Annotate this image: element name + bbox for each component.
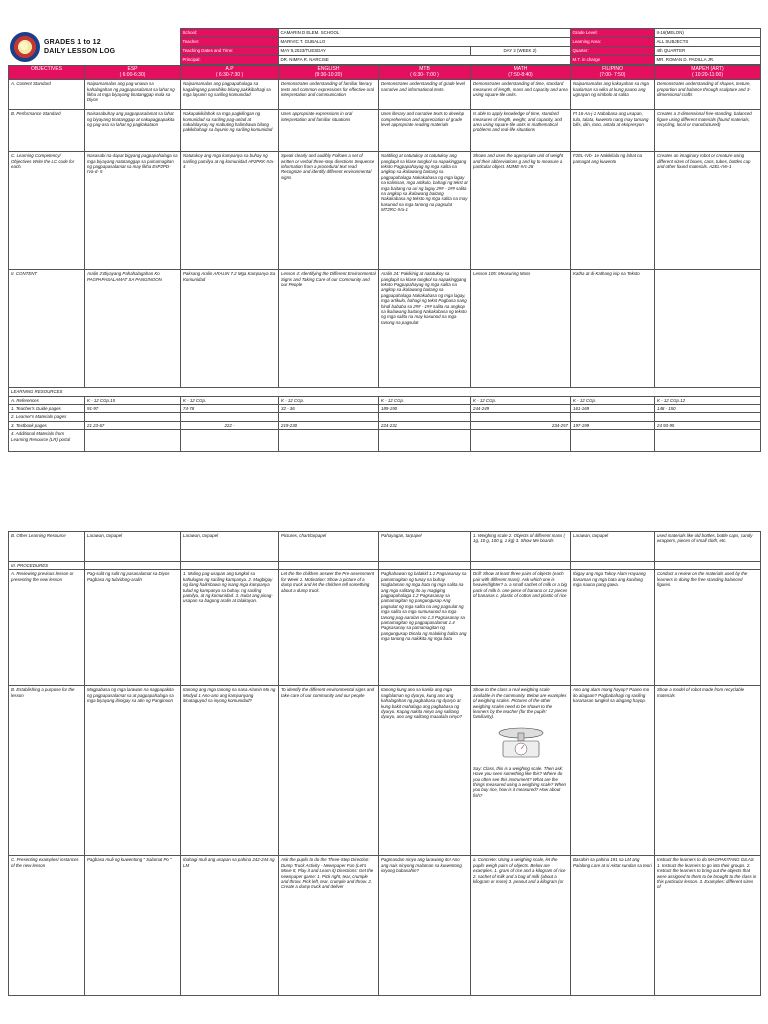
weighing-scale-image <box>491 723 551 763</box>
cell: Magpabasa ng mga larawan na nagpapakita ng pagpapasalamat sa at pagpapahalaga sa mga biyayang ibinigay sa atin ng Panginoon <box>85 686 181 856</box>
cell: Lesson 105: Measuring Mass <box>471 270 571 388</box>
cell: Shows and uses the appropriate unit of weight and their abbreviations g and kg to measure a particular object. M2ME-IVc-28 <box>471 152 571 270</box>
cell: 1. Weighing scale 2. Objects of different mass ( 1g, 10 g, 100 g, 1 kg) 3. Show Me boards <box>471 532 571 562</box>
row-label: B. Other Learning Resource <box>9 532 85 562</box>
mt-in-charge-value: MR. ROMAN D. PADILLA JR. <box>654 56 760 65</box>
quarter-value: 4th QUARTER <box>654 47 760 56</box>
cell: Conduct a review on the materials used by the learners in doing the free standing balanced figures. <box>655 570 761 686</box>
cell: Paksang Aralin ARALIN 7.2 Mga Kampanya Sa Komunidad <box>181 270 279 388</box>
cell <box>471 413 571 421</box>
teacher-value: MARIVIC T. GUBALLO <box>278 38 570 47</box>
cell: Naipamamalas ang pagpapahalaga sa kagalingang pansibiko bilang pakikibahagi sa mga layunin ng sariling komunidad <box>181 80 279 110</box>
cell <box>181 430 279 452</box>
subjects-header-row <box>9 66 761 80</box>
cell: Lesson 4: Identifying the Different Environmental Signs and Taking Care of our Community and our People <box>279 270 379 388</box>
deped-seal-icon <box>10 32 40 62</box>
subject-mtb: MTB ( 6:30- 7:00 ) <box>379 66 471 80</box>
lesson-log-page-2 <box>8 531 760 996</box>
subject-english: ENGLISH (9:30-10:20) <box>279 66 379 80</box>
cell <box>85 562 181 570</box>
cell <box>379 413 471 421</box>
cell: Ano ang alam mong hayop? Paano mo ito alagaan? Pagbabahagi ng sariling karanasan tungkol sa alagang hayop. <box>571 686 655 856</box>
quarter-label: Quarter: <box>570 47 654 56</box>
purpose-row <box>9 686 761 856</box>
cell: 32 - 36 <box>279 405 379 413</box>
cell: Uses appropriate expressions in oral interpretation and familiar situations <box>279 110 379 152</box>
teachers-guide-row <box>9 405 761 413</box>
school-value: CAMARIN D ELEM. SCHOOL <box>278 29 570 38</box>
cell <box>471 430 571 452</box>
cell: Aralin 2:Biyayang Pahahalagahan Ko PAGPAPASALAMAT SA PANGINOON <box>85 270 181 388</box>
cell: 74-78 <box>181 405 279 413</box>
cell: Larawan, tarpapel <box>181 532 279 562</box>
cell: 24 93-95 <box>655 421 761 429</box>
cell: 222 - <box>181 421 279 429</box>
learning-area-value: ALL SUBJECTS <box>654 38 760 47</box>
subject-ap: A.P ( 6:30-7:30 ) <box>181 66 279 80</box>
references-row <box>9 396 761 404</box>
row-label: 4. Additional Materials from Learning Resource (LR) portal <box>9 430 85 452</box>
cell: F2EL-IVb- 1e Nakikilala ng lahat na pamagat ang kuwento <box>571 152 655 270</box>
cell <box>379 562 471 570</box>
cell: K - 12 CGp. <box>279 396 379 404</box>
cell: Nasasabi na dapat bigyang pagpapahalaga sa mga biyayang natatanggap sa pamamagitan ng pagpapasalamat sa may likha EsP2PD-IVa-d- 5 <box>85 152 181 270</box>
cell: 244-249 <box>471 405 571 413</box>
principal-label: Principal: <box>180 56 278 65</box>
cell: Pagmasdan ninyo ang larawang ito! Ano ang nais ninyong malaman sa kuwentong iniyong babasahin? <box>379 856 471 996</box>
cell: 91-97 <box>85 405 181 413</box>
cell: 224-231 <box>379 421 471 429</box>
cell: K - 12 CGp. <box>471 396 571 404</box>
cell: Ft 16-Aa-j-1 Nababasa ang usapan, tula, talata, kuwento nang may tamang bilis, diin, tono, antala at ekspresyon <box>571 110 655 152</box>
school-label: School: <box>180 29 278 38</box>
subject-esp: ESP ( 6:00-6:30) <box>85 66 181 80</box>
cell: Let the the children answer the Pre-assessment for Week 1. Motivation: Show a picture of a dump truck and let the children tell something about a dump truck. <box>279 570 379 686</box>
cell: Creates an imaginary robot or creature using different sizes of boxes, cans, tubes, bottles cap and other found materials. A2EL-IVe-1 <box>655 152 761 270</box>
cell: Katha at di-Kathang isip na Teksto <box>571 270 655 388</box>
learners-materials-row <box>9 413 761 421</box>
cell-text: Show to the class a real weighing scale available in the community. Below are examples of weighing scales. Pictures of the other weighing scales need to be shown to the learners by the teacher (for the pupils' familiarity). <box>473 687 567 720</box>
principal-value: DR. NIMFA R. NARCISE <box>278 56 570 65</box>
cell: K - 12 CGp. <box>571 396 655 404</box>
row-label: II. CONTENT <box>9 270 85 388</box>
row-label: B. Performance Standard <box>9 110 85 152</box>
cell: 219-230 <box>279 421 379 429</box>
cell: 1. Muling pag-usapan ang tungkol sa kahulugan ng sariling kampanya. 2. Magbigay ng ilang halimbawa ng isang mga kampanya tulad ng kampanya sa buhay. ng sariling pamilya, at ng komunidad. 3. Isulat ang pinag-usapan sa bagong aralin at talakayan. <box>181 570 279 686</box>
grade-level-label: Grade Level: <box>570 29 654 38</box>
cell <box>279 562 379 570</box>
row-label: B. Establishing a purpose for the lesson <box>9 686 85 856</box>
teaching-dates-value: MAY 9,2023/TUESDAY <box>278 47 470 56</box>
row-label: A. Reviewing previous lesson or presenting the new lesson <box>9 570 85 686</box>
cell: Demonstrates understanding of familiar literary texts and common expressions for effective oral interpretation and communication <box>279 80 379 110</box>
cell: Pagbasa muli ng kuwentong " Salamat Po " <box>85 856 181 996</box>
cell: Naisasabuhay ang pagpapasalamat sa lahat ng biyayang tinatanggap at nakapagpapakita ng pag-asa sa lahat ng pagkakataon <box>85 110 181 152</box>
scale-caption: Say: Class, this is a weighing scale. Then ask: Have you seen something like this? Where do you often see this instrument? What are the things measured using a weighing scale? When you buy rice, how is it measured? How about fish? <box>473 765 566 798</box>
procedures-heading: III. PROCEDURES <box>9 562 85 570</box>
lesson-table-p1 <box>8 65 761 452</box>
cell <box>655 270 761 388</box>
cell: Naipamamalas ang kakayahan sa mga kaalaman sa wika at kung paano ang ugnayan ng simbolo at salita <box>571 80 655 110</box>
cell: Itanong ang mga tanong na nasa Alamin Mo ng Modyul 1 Ano-ano ang kampanyang itinataguyod sa inyong komunidad? <box>181 686 279 856</box>
title-daily-lesson-log: DAILY LESSON LOG <box>44 47 116 55</box>
additional-materials-row <box>9 430 761 452</box>
cell: Is able to apply knowledge of time, standard measures of length, weight, and capacity, and area using square-tile units in mathematical problems and real-life situations <box>471 110 571 152</box>
cell <box>655 430 761 452</box>
cell <box>471 562 571 570</box>
cell <box>85 430 181 452</box>
cell: Pictures, chart/tarpapel <box>279 532 379 562</box>
cell: Uses literary and narrative texts to develop comprehension and appreciation of grade level appropriate reading materials <box>379 110 471 152</box>
cell: K - 12 CGp.12 <box>655 396 761 404</box>
cell: Naipamamalas ang pag-unawa sa kahalagahan ng pagpapasalamat sa lahat ng likha at mga biyayang tinatanggap mula sa Diyos <box>85 80 181 110</box>
objectives-heading: OBJECTIVES <box>9 66 85 80</box>
cell: Larawan, tarpapel <box>85 532 181 562</box>
header-table <box>8 28 761 65</box>
subject-math: MATH (7:50-8:40) <box>471 66 571 80</box>
subject-mapeh: MAPEH (ART) ( 10:20-11:00) <box>655 66 761 80</box>
cell <box>571 430 655 452</box>
reviewing-row <box>9 570 761 686</box>
row-label: A. Content Standard <box>9 80 85 110</box>
textbook-pages-row <box>9 421 761 429</box>
cell: Ibahagi muli ang usapan sa pahina 242-244 ng LM <box>181 856 279 996</box>
other-resources-row <box>9 532 761 562</box>
cell: K - 12 CGp. <box>379 396 471 404</box>
cell: Paghahawan ng balakid 1.1 Pagsasanay sa pamamagitan ng tunay na buhay Naglalaman ng mga bata ng mga salita na ang mga salitang ito ay magiging pagpapahalaga 1.2 Pagsasanay sa pamamagitan ng pangungusap Ang pagsulat ng mga salita na ang pagsulat ng mga salita sa mga sumusunod na mga tanong pag-aaralan mo 1.3 Pagsasanay sa pamamagitan ng pagpapasalamat 1.4 Pagsasanay sa pamamagitan ng pangungusap Dinala ng malaking balita ang mga tanong na nakikita ng mga bata <box>379 570 471 686</box>
mt-in-charge-label: M.T. in charge <box>570 56 654 65</box>
grade-level-value: II-16(MELON) <box>654 29 760 38</box>
performance-standard-row <box>9 110 761 152</box>
content-standard-row <box>9 80 761 110</box>
day-week-value: DAY 2 (WEEK 2) <box>470 47 570 56</box>
cell <box>571 413 655 421</box>
cell: Drill: Show at least three pairs of objects (each pair with different mass). Ask which one is heavier/lighter? a. a small sachet of milk or a big pack of milk b. one piece of banana or 12 pieces of bananas c. plastic of cotton and plastic of rice <box>471 570 571 686</box>
lesson-table-p2 <box>8 531 761 996</box>
cell: 189-190 <box>379 405 471 413</box>
cell <box>181 562 279 570</box>
learning-resources-row <box>9 388 761 396</box>
learning-competency-row <box>9 152 761 270</box>
header-logo-area <box>8 29 180 65</box>
cell: Larawan, tarpapel <box>571 532 655 562</box>
cell: used materials like old bottles, bottle caps, candy wrappers, pieces of small cloth, etc. <box>655 532 761 562</box>
cell: Ibigay ang mga Tukoy Alam Hayaang itanaman ng mga bata ang kanilang mga nauna pang gawa. <box>571 570 655 686</box>
cell: Natutukoy ang mga kampanya sa buhay ng sariling pamilya at ng komunidad AP2PKK-IVa-4 <box>181 152 279 270</box>
row-label: 3. Textbook pages <box>9 421 85 429</box>
cell: Aralin 24: Pakikinig at natutukoy sa panglapit sa klase tungkol sa napakinggang teksto Pagpapahayag ng mga salita na angkop sa ikalawang baitang sa pagpapahalaga Nakakabasa ng mga lagay, mga artikulo, bahagi ng tekst Pagbasa nang hindi bababa sa 2## - 1## salita na angkop sa ikalawang baitang Nakakabasa ng teksto ng mga salita na may kasunod na mga tanong na pagsulat <box>379 270 471 388</box>
cell <box>655 413 761 421</box>
row-label: 1. Teacher's Guide pages <box>9 405 85 413</box>
cell: Basahin sa pahina 191 sa LM ang Palalong Lore at si Aktat sundan sa teori <box>571 856 655 996</box>
cell: 148 - 150 <box>655 405 761 413</box>
cell <box>571 562 655 570</box>
row-label: C. Learning Competency/ Objectives Write the LC code for each. <box>9 152 85 270</box>
lesson-log-page-1 <box>8 28 760 452</box>
cell: Pahayagan, tarpapel <box>379 532 471 562</box>
cell: Natitiling at natutukoy at natutukoy ang panglapit sa klase tungkol sa napakinggang teksto Pagpapahayag ng mga salita na angkop sa ikalawang baitang sa pagpapahalaga Nakakabasa ng mga lagay na kalinisan, mga artikulo, bahagi ng tekst at mga baitang na uri ng lagay 2## - 1## salita na angkop sa ikalawang baitang Nakakabasa ng teksto ng mga salita na may kasunod na mga tanong na pagsulat MT2RC-IVa-1 <box>379 152 471 270</box>
cell <box>279 430 379 452</box>
cell: Itanong kung ano sa kanila ang mga naglalaman ng dyaryo, kung ano ang kahalagahan ng pagbabasa ng dyaryo at kung bakit mahalaga ang pagbabasa ng dyaryo. Kapag nakita ninyo ang salitang dyaryo, ano ang salitang maaalala ninyo? <box>379 686 471 856</box>
teacher-label: Teacher: <box>180 38 278 47</box>
row-label: C. Presenting examples/ instances of the new lesson <box>9 856 85 996</box>
cell <box>181 413 279 421</box>
cell: Demonstrates understanding of shapes, texture, proportion and balance through sculpture and 3-dimensional crafts <box>655 80 761 110</box>
math-purpose-cell <box>471 686 571 856</box>
cell <box>279 413 379 421</box>
row-label: A. References <box>9 396 85 404</box>
cell <box>379 430 471 452</box>
title-grades: GRADES 1 to 12 <box>44 38 101 46</box>
cell <box>655 562 761 570</box>
cell: Show a model of robot made from recyclable materials <box>655 686 761 856</box>
teaching-dates-label: Teaching Dates and Time: <box>180 47 278 56</box>
cell: 234-257 <box>471 421 571 429</box>
cell: Demonstrates understanding of time, standard measures of length, mass and capacity and area using square-tile units. <box>471 80 571 110</box>
cell: Nakapakikilahok sa mga pagkilingan ng komunidad sa sariling pag-unlad at nakalalaysay ng mabuting halimbawa bilang pakikibahagi sa layunin ng sariling komunidad <box>181 110 279 152</box>
procedures-row <box>9 562 761 570</box>
cell <box>85 413 181 421</box>
cell: K - 12 CGp. <box>181 396 279 404</box>
row-label: 2. Learner's Materials pages <box>9 413 85 421</box>
cell: To identify the different environmental signs and take care of our community and our people <box>279 686 379 856</box>
presenting-examples-row <box>9 856 761 996</box>
cell: 197-199 <box>571 421 655 429</box>
cell: K - 12 CGp.15 <box>85 396 181 404</box>
learning-area-label: Learning Area: <box>570 38 654 47</box>
cell: 21 23-67 <box>85 421 181 429</box>
cell: Speak clearly and audibly Follows a set of written or verbal three-step directions Sequence information from a procedural text read Recognize and identify different environmental signs <box>279 152 379 270</box>
cell: Pag-sulit ng sulit ng pasasalamat sa Diyos Pagbasa ng tula/dong-aralin <box>85 570 181 686</box>
cell: Creates a 3-dimensional free-standing, balanced figure using different materials (found materials, recycling, local or manufactured) <box>655 110 761 152</box>
cell: Demonstrates understanding of grade level narrative and informational texts. <box>379 80 471 110</box>
learning-resources-heading: LEARNING RESOURCES <box>9 388 761 396</box>
cell: a. Concrete: Using a weighing scale, let the pupils weigh pairs of objects. Below are examples. 1. gram of rice and a kilogram of rice 2. sachet of milk and a bag of milk (about a kilogram or more) 3. peanut and a kilogram (or <box>471 856 571 996</box>
content-row <box>9 270 761 388</box>
cell: Ask the pupils to do the Three-Step Direction: Dump Truck Activity - Newspaper Fun (Let's Move It, Play it and Learn it) Directions: Get the newspaper game: 1. Pick right, tear, crumple and throw. Pick left, tear, crumple and throw. 2. Create a dump truck and deliver <box>279 856 379 996</box>
cell: Instruct the learners to do MAGPAKITANG GILAS 1. Instruct the learners to go into their groups. 2. Instruct the learners to bring out the objects that were assigned to them to be brought to the class in this particular lesson. 3. Examples: different sizes of <box>655 856 761 996</box>
subject-filipino: FILIPINO (7:00- 7:50) <box>571 66 655 80</box>
cell: 161-169 <box>571 405 655 413</box>
